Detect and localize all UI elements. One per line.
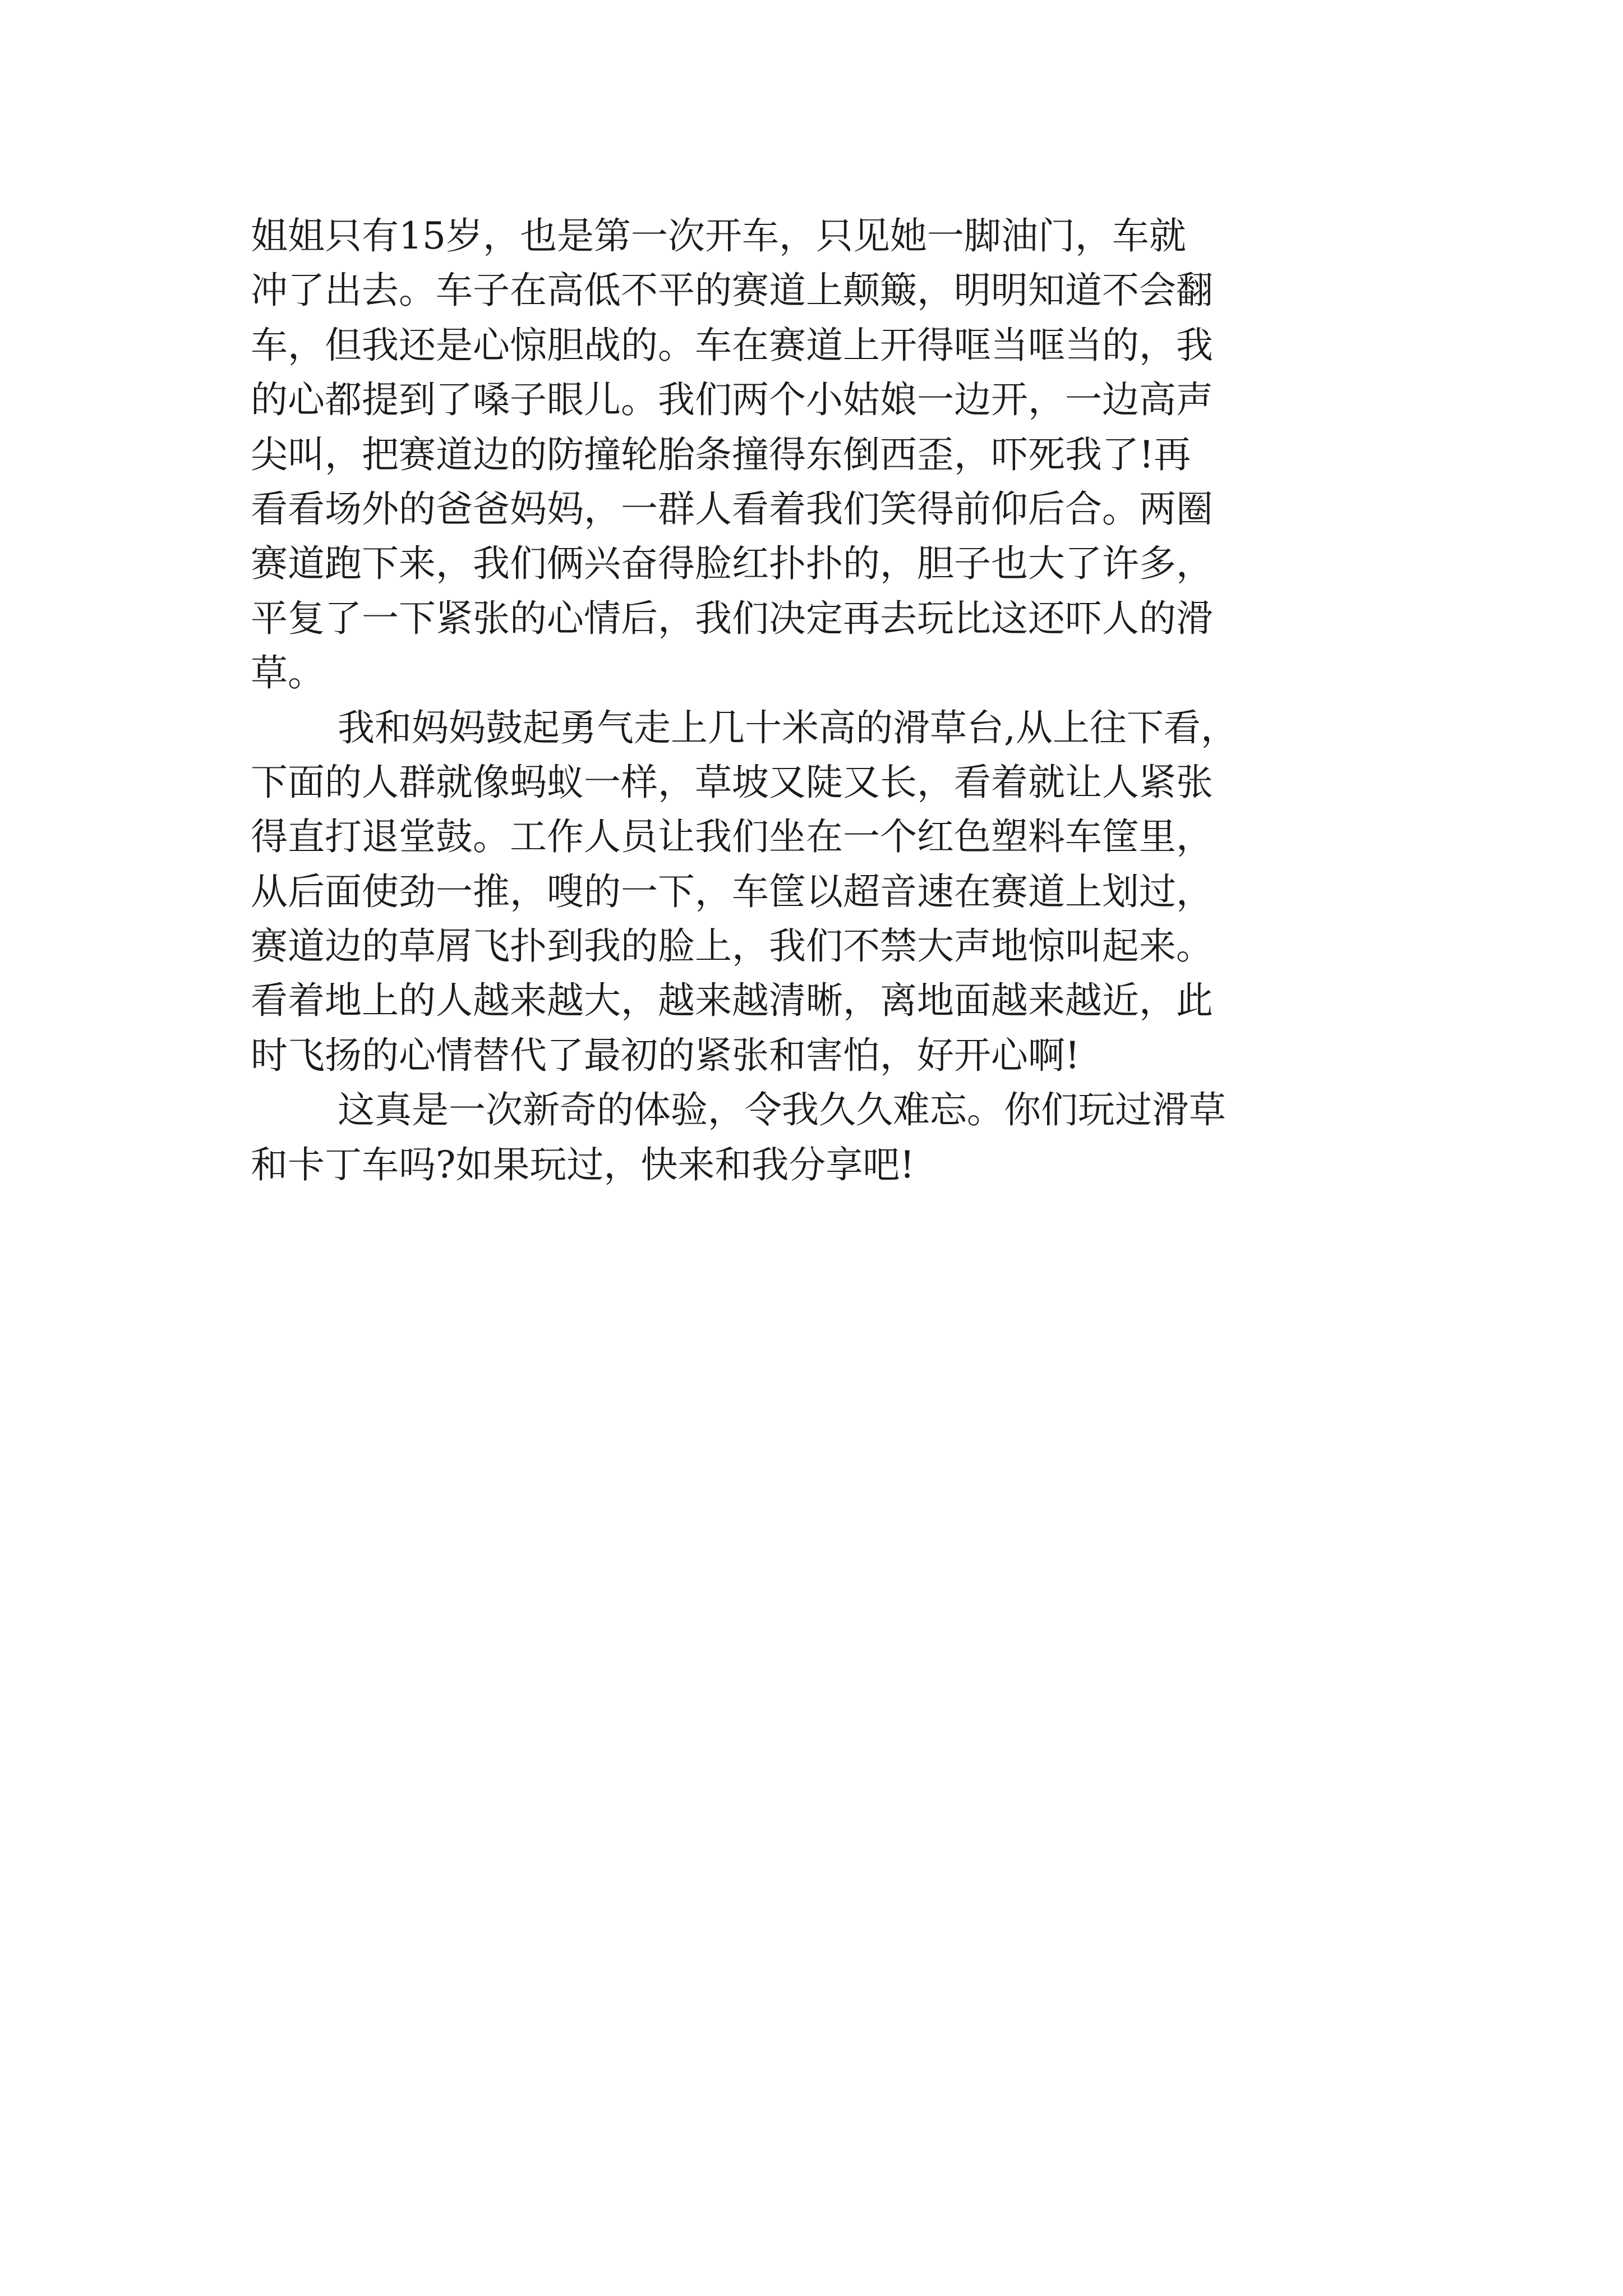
text-line: 我和妈妈鼓起勇气走上几十米高的滑草台,从上往下看，	[338, 706, 1238, 749]
text-line: 时飞扬的心情替代了最初的紧张和害怕，好开心啊!	[251, 1033, 1080, 1077]
text-line: 看看场外的爸爸妈妈，一群人看着我们笑得前仰后合。两圈	[251, 487, 1213, 531]
text-line: 看着地上的人越来越大，越来越清晰，离地面越来越近，此	[251, 979, 1213, 1023]
text-line: 尖叫，把赛道边的防撞轮胎条撞得东倒西歪，吓死我了!再	[251, 432, 1191, 476]
paragraph-conclusion	[251, 1083, 1428, 1192]
text-line: 赛道边的草屑飞扑到我的脸上，我们不禁大声地惊叫起来。	[251, 924, 1213, 968]
text-line: 姐姐只有15岁，也是第一次开车，只见她一脚油门，车就	[251, 214, 1186, 257]
text-line: 赛道跑下来，我们俩兴奋得脸红扑扑的，胆子也大了许多，	[251, 542, 1213, 586]
text-line: 车，但我还是心惊胆战的。车在赛道上开得哐当哐当的，我	[251, 323, 1213, 367]
text-line: 从后面使劲一推，嗖的一下，车筐以超音速在赛道上划过，	[251, 869, 1213, 913]
text-line: 得直打退堂鼓。工作人员让我们坐在一个红色塑料车筐里，	[251, 815, 1213, 859]
text-line: 和卡丁车吗?如果玩过，快来和我分享吧!	[251, 1143, 915, 1186]
paragraph-go-kart	[251, 209, 1428, 701]
text-line: 平复了一下紧张的心情后，我们决定再去玩比这还吓人的滑	[251, 596, 1213, 640]
text-line: 冲了出去。车子在高低不平的赛道上颠簸，明明知道不会翻	[251, 269, 1213, 312]
document-body	[251, 209, 1428, 1192]
paragraph-grass-sliding	[251, 701, 1428, 1083]
text-line: 下面的人群就像蚂蚁一样，草坡又陡又长，看着就让人紧张	[251, 760, 1213, 804]
text-line: 的心都提到了嗓子眼儿。我们两个小姑娘一边开，一边高声	[251, 378, 1213, 422]
text-line: 草。	[251, 651, 325, 695]
text-line: 这真是一次新奇的体验，令我久久难忘。你们玩过滑草	[338, 1088, 1226, 1132]
